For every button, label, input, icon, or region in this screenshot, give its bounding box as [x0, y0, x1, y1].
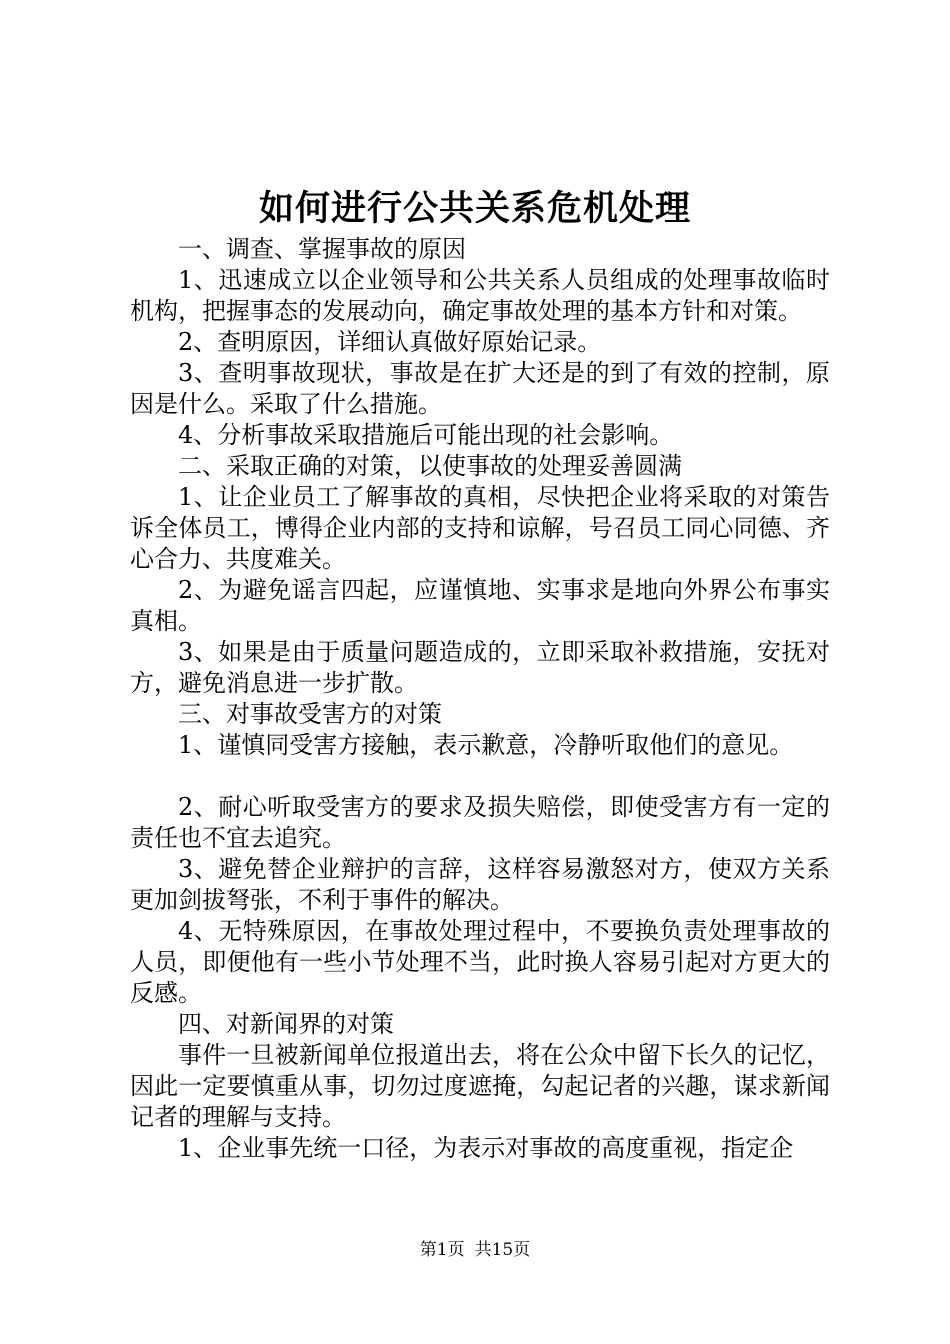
paragraph: 1、迅速成立以企业领导和公共关系人员组成的处理事故临时机构，把握事态的发展动向，确定事故处理的基本方针和对策。 [130, 266, 830, 325]
paragraph: 3、避免替企业辩护的言辞，这样容易激怒对方，使双方关系更加剑拔弩张，不利于事件的解决。 [130, 855, 830, 914]
paragraph: 1、让企业员工了解事故的真相，尽快把企业将采取的对策告诉全体员工，博得企业内部的支持和谅解，号召员工同心同德、齐心合力、共度难关。 [130, 483, 830, 573]
section-heading: 二、采取正确的对策，以使事故的处理妥善圆满 [178, 452, 682, 480]
paragraph: 2、查明原因，详细认真做好原始记录。 [178, 328, 602, 356]
paragraph: 事件一旦被新闻单位报道出去，将在公众中留下长久的记忆，因此一定要慎重从事，切勿过度遮掩，勾起记者的兴趣，谋求新闻记者的理解与支持。 [130, 1041, 830, 1131]
page-total: 共15页 [474, 1240, 531, 1260]
section-heading: 一、调查、掌握事故的原因 [178, 235, 466, 263]
paragraph: 4、分析事故采取措施后可能出现的社会影响。 [178, 421, 674, 449]
document-title: 如何进行公共关系危机处理 [258, 188, 691, 229]
blank-line [130, 761, 830, 792]
page-number: 第1页 [419, 1240, 465, 1260]
paragraph: 1、企业事先统一口径，为表示对事故的高度重视，指定企 [178, 1134, 794, 1162]
document-body [130, 234, 830, 1164]
paragraph: 4、无特殊原因，在事故处理过程中，不要换负责处理事故的人员，即便他有一些小节处理不当，此时换人容易引起对方更大的反感。 [130, 917, 830, 1007]
page-footer [0, 1238, 950, 1262]
paragraph: 2、耐心听取受害方的要求及损失赔偿，即使受害方有一定的责任也不宜去追究。 [130, 793, 830, 852]
section-heading: 四、对新闻界的对策 [178, 1010, 394, 1038]
paragraph: 1、谨慎同受害方接触，表示歉意，冷静听取他们的意见。 [178, 731, 794, 759]
paragraph: 2、为避免谣言四起，应谨慎地、实事求是地向外界公布事实真相。 [130, 576, 830, 635]
paragraph: 3、查明事故现状，事故是在扩大还是的到了有效的控制，原因是什么。采取了什么措施。 [130, 359, 830, 418]
section-heading: 三、对事故受害方的对策 [178, 700, 442, 728]
paragraph: 3、如果是由于质量问题造成的，立即采取补救措施，安抚对方，避免消息进一步扩散。 [130, 638, 830, 697]
